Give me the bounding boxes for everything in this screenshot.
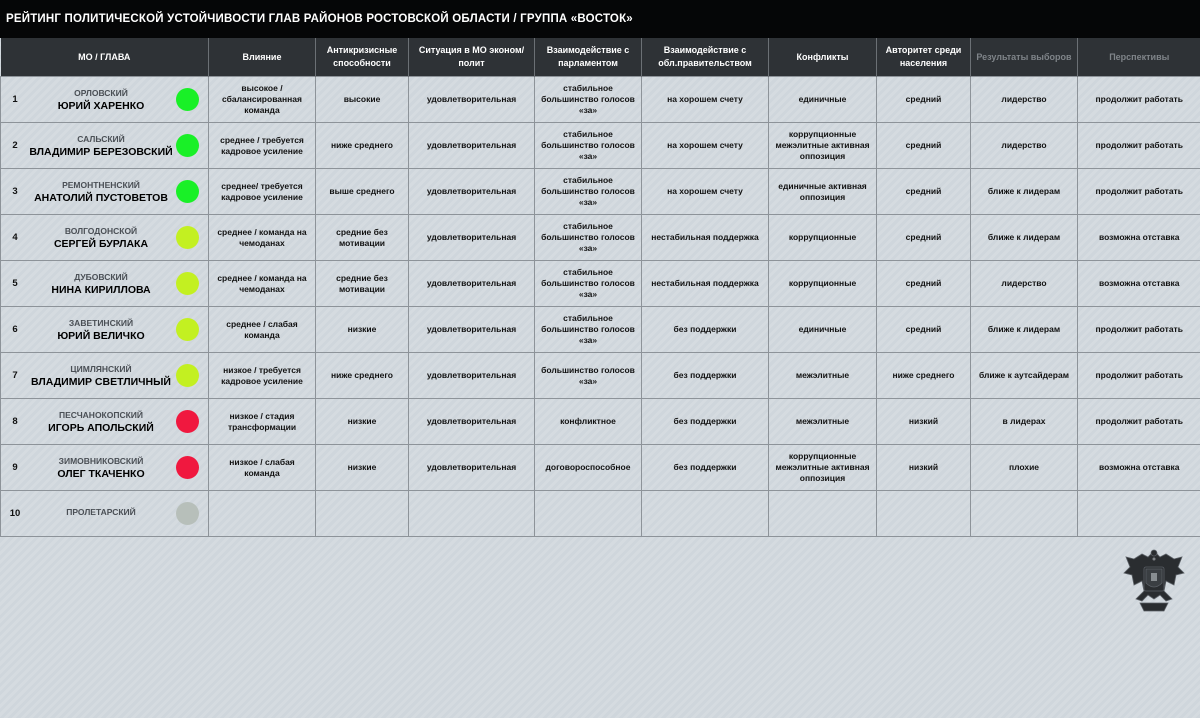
- situation-cell: удовлетворительная: [409, 123, 535, 169]
- influence-cell: низкое / требуется кадровое усиление: [209, 353, 316, 399]
- mo-cell: [1, 307, 209, 353]
- prospects-cell: возможна отставка: [1078, 261, 1200, 307]
- status-indicator: [176, 180, 199, 203]
- situation-cell: [409, 491, 535, 537]
- elections-cell: ближе к аутсайдерам: [971, 353, 1078, 399]
- parliament-cell: стабильное большинство голосов «за»: [535, 261, 642, 307]
- head-name: ЮРИЙ ХАРЕНКО: [57, 99, 145, 112]
- elections-cell: ближе к лидерам: [971, 169, 1078, 215]
- parliament-cell: стабильное большинство голосов «за»: [535, 215, 642, 261]
- head-name: НИНА КИРИЛЛОВА: [51, 283, 151, 296]
- anticrisis-cell: низкие: [316, 399, 409, 445]
- influence-cell: низкое / слабая команда: [209, 445, 316, 491]
- prospects-cell: продолжит работать: [1078, 353, 1200, 399]
- situation-cell: удовлетворительная: [409, 399, 535, 445]
- anticrisis-cell: ниже среднего: [316, 353, 409, 399]
- government-cell: нестабильная поддержка: [642, 215, 769, 261]
- status-indicator: [176, 410, 199, 433]
- header-mo: МО / ГЛАВА: [1, 38, 209, 77]
- anticrisis-cell: выше среднего: [316, 169, 409, 215]
- status-indicator: [176, 226, 199, 249]
- header-anticrisis: Антикризисные способности: [316, 38, 409, 77]
- status-indicator: [176, 88, 199, 111]
- authority-cell: средний: [877, 77, 971, 123]
- header-elections: Результаты выборов: [971, 38, 1078, 77]
- row-number: 4: [12, 232, 18, 243]
- conflicts-cell: [769, 491, 877, 537]
- elections-cell: в лидерах: [971, 399, 1078, 445]
- situation-cell: удовлетворительная: [409, 261, 535, 307]
- table-row: [1, 261, 1200, 307]
- parliament-cell: стабильное большинство голосов «за»: [535, 123, 642, 169]
- table-row: [1, 399, 1200, 445]
- situation-cell: удовлетворительная: [409, 353, 535, 399]
- mo-cell: [1, 123, 209, 169]
- government-cell: нестабильная поддержка: [642, 261, 769, 307]
- authority-cell: низкий: [877, 445, 971, 491]
- district-name: ЗАВЕТИНСКИЙ: [68, 317, 134, 328]
- status-indicator: [176, 272, 199, 295]
- situation-cell: удовлетворительная: [409, 169, 535, 215]
- status-indicator: [176, 318, 199, 341]
- table-row: [1, 77, 1200, 123]
- conflicts-cell: коррупционные: [769, 215, 877, 261]
- prospects-cell: продолжит работать: [1078, 307, 1200, 353]
- page-title: РЕЙТИНГ ПОЛИТИЧЕСКОЙ УСТОЙЧИВОСТИ ГЛАВ РАЙОНОВ РОСТОВСКОЙ ОБЛАСТИ / ГРУППА «ВОСТОК»: [0, 0, 1200, 38]
- authority-cell: низкий: [877, 399, 971, 445]
- header-government: Взаимодействие с обл.правительством: [642, 38, 769, 77]
- table-row: [1, 123, 1200, 169]
- head-name: ВЛАДИМИР БЕРЕЗОВСКИЙ: [29, 145, 173, 158]
- prospects-cell: возможна отставка: [1078, 445, 1200, 491]
- situation-cell: удовлетворительная: [409, 215, 535, 261]
- anticrisis-cell: ниже среднего: [316, 123, 409, 169]
- head-name: ВЛАДИМИР СВЕТЛИЧНЫЙ: [31, 375, 171, 388]
- head-name: ИГОРЬ АПОЛЬСКИЙ: [48, 421, 154, 434]
- anticrisis-cell: высокие: [316, 77, 409, 123]
- parliament-cell: большинство голосов «за»: [535, 353, 642, 399]
- mo-cell: [1, 169, 209, 215]
- row-number: 5: [12, 278, 18, 289]
- influence-cell: среднее / команда на чемоданах: [209, 215, 316, 261]
- influence-cell: [209, 491, 316, 537]
- conflicts-cell: коррупционные межэлитные активная оппозиция: [769, 445, 877, 491]
- government-cell: без поддержки: [642, 353, 769, 399]
- district-name: ПРОЛЕТАРСКИЙ: [66, 507, 136, 517]
- header-conflicts: Конфликты: [769, 38, 877, 77]
- table-row: [1, 353, 1200, 399]
- district-name: ЗИМОВНИКОВСКИЙ: [58, 455, 144, 466]
- conflicts-cell: коррупционные: [769, 261, 877, 307]
- district-name: ДУБОВСКИЙ: [74, 271, 128, 282]
- rostov-region-emblem: [1118, 545, 1190, 617]
- district-name: ОРЛОВСКИЙ: [74, 87, 128, 98]
- conflicts-cell: единичные: [769, 77, 877, 123]
- anticrisis-cell: низкие: [316, 445, 409, 491]
- elections-cell: лидерство: [971, 261, 1078, 307]
- government-cell: на хорошем счету: [642, 77, 769, 123]
- table-row: [1, 491, 1200, 537]
- district-name: САЛЬСКИЙ: [77, 133, 125, 144]
- conflicts-cell: межэлитные: [769, 353, 877, 399]
- prospects-cell: продолжит работать: [1078, 123, 1200, 169]
- mo-cell: [1, 353, 209, 399]
- head-name: ОЛЕГ ТКАЧЕНКО: [57, 467, 145, 480]
- government-cell: без поддержки: [642, 307, 769, 353]
- status-indicator: [176, 456, 199, 479]
- government-cell: на хорошем счету: [642, 169, 769, 215]
- table-row: [1, 169, 1200, 215]
- situation-cell: удовлетворительная: [409, 307, 535, 353]
- elections-cell: лидерство: [971, 123, 1078, 169]
- anticrisis-cell: средние без мотивации: [316, 215, 409, 261]
- government-cell: без поддержки: [642, 445, 769, 491]
- row-number: 10: [9, 508, 21, 519]
- government-cell: на хорошем счету: [642, 123, 769, 169]
- district-name: ВОЛГОДОНСКОЙ: [64, 225, 138, 236]
- conflicts-cell: межэлитные: [769, 399, 877, 445]
- authority-cell: [877, 491, 971, 537]
- influence-cell: среднее / слабая команда: [209, 307, 316, 353]
- row-number: 6: [12, 324, 18, 335]
- parliament-cell: договороспособное: [535, 445, 642, 491]
- table-row: [1, 445, 1200, 491]
- district-name: РЕМОНТНЕНСКИЙ: [62, 179, 140, 190]
- parliament-cell: [535, 491, 642, 537]
- row-number: 8: [12, 416, 18, 427]
- parliament-cell: стабильное большинство голосов «за»: [535, 169, 642, 215]
- rating-table: [0, 38, 1200, 537]
- influence-cell: высокое / сбалансированная команда: [209, 77, 316, 123]
- authority-cell: средний: [877, 123, 971, 169]
- district-name: ЦИМЛЯНСКИЙ: [70, 363, 132, 374]
- mo-cell: [1, 261, 209, 307]
- situation-cell: удовлетворительная: [409, 77, 535, 123]
- influence-cell: среднее / требуется кадровое усиление: [209, 123, 316, 169]
- mo-cell: [1, 77, 209, 123]
- row-number: 9: [12, 462, 18, 473]
- head-name: АНАТОЛИЙ ПУСТОВЕТОВ: [34, 191, 168, 204]
- row-number: 7: [12, 370, 18, 381]
- head-name: СЕРГЕЙ БУРЛАКА: [53, 237, 149, 250]
- government-cell: без поддержки: [642, 399, 769, 445]
- elections-cell: [971, 491, 1078, 537]
- authority-cell: средний: [877, 307, 971, 353]
- parliament-cell: конфликтное: [535, 399, 642, 445]
- influence-cell: среднее / команда на чемоданах: [209, 261, 316, 307]
- authority-cell: ниже среднего: [877, 353, 971, 399]
- anticrisis-cell: [316, 491, 409, 537]
- parliament-cell: стабильное большинство голосов «за»: [535, 77, 642, 123]
- row-number: 3: [12, 186, 18, 197]
- conflicts-cell: единичные: [769, 307, 877, 353]
- status-indicator: [176, 134, 199, 157]
- prospects-cell: продолжит работать: [1078, 77, 1200, 123]
- conflicts-cell: коррупционные межэлитные активная оппозиция: [769, 123, 877, 169]
- prospects-cell: продолжит работать: [1078, 169, 1200, 215]
- header-prospects: Перспективы: [1078, 38, 1200, 77]
- mo-cell: [1, 445, 209, 491]
- status-indicator: [176, 364, 199, 387]
- prospects-cell: продолжит работать: [1078, 399, 1200, 445]
- elections-cell: лидерство: [971, 77, 1078, 123]
- parliament-cell: стабильное большинство голосов «за»: [535, 307, 642, 353]
- situation-cell: удовлетворительная: [409, 445, 535, 491]
- mo-cell: [1, 399, 209, 445]
- authority-cell: средний: [877, 215, 971, 261]
- row-number: 1: [12, 94, 18, 105]
- table-header-row: [1, 38, 1200, 77]
- header-influence: Влияние: [209, 38, 316, 77]
- authority-cell: средний: [877, 261, 971, 307]
- government-cell: [642, 491, 769, 537]
- elections-cell: плохие: [971, 445, 1078, 491]
- district-name: ПЕСЧАНОКОПСКИЙ: [58, 409, 144, 420]
- elections-cell: ближе к лидерам: [971, 215, 1078, 261]
- prospects-cell: возможна отставка: [1078, 215, 1200, 261]
- authority-cell: средний: [877, 169, 971, 215]
- influence-cell: среднее/ требуется кадровое усиление: [209, 169, 316, 215]
- prospects-cell: [1078, 491, 1200, 537]
- status-indicator: [176, 502, 199, 525]
- table-row: [1, 215, 1200, 261]
- mo-cell: [1, 215, 209, 261]
- header-parliament: Взаимодействие с парламентом: [535, 38, 642, 77]
- header-situation: Ситуация в МО эконом/полит: [409, 38, 535, 77]
- table-row: [1, 307, 1200, 353]
- conflicts-cell: единичные активная оппозиция: [769, 169, 877, 215]
- elections-cell: ближе к лидерам: [971, 307, 1078, 353]
- influence-cell: низкое / стадия трансформации: [209, 399, 316, 445]
- header-authority: Авторитет среди населения: [877, 38, 971, 77]
- head-name: ЮРИЙ ВЕЛИЧКО: [57, 329, 145, 342]
- row-number: 2: [12, 140, 18, 151]
- anticrisis-cell: низкие: [316, 307, 409, 353]
- anticrisis-cell: средние без мотивации: [316, 261, 409, 307]
- mo-cell: [1, 491, 209, 537]
